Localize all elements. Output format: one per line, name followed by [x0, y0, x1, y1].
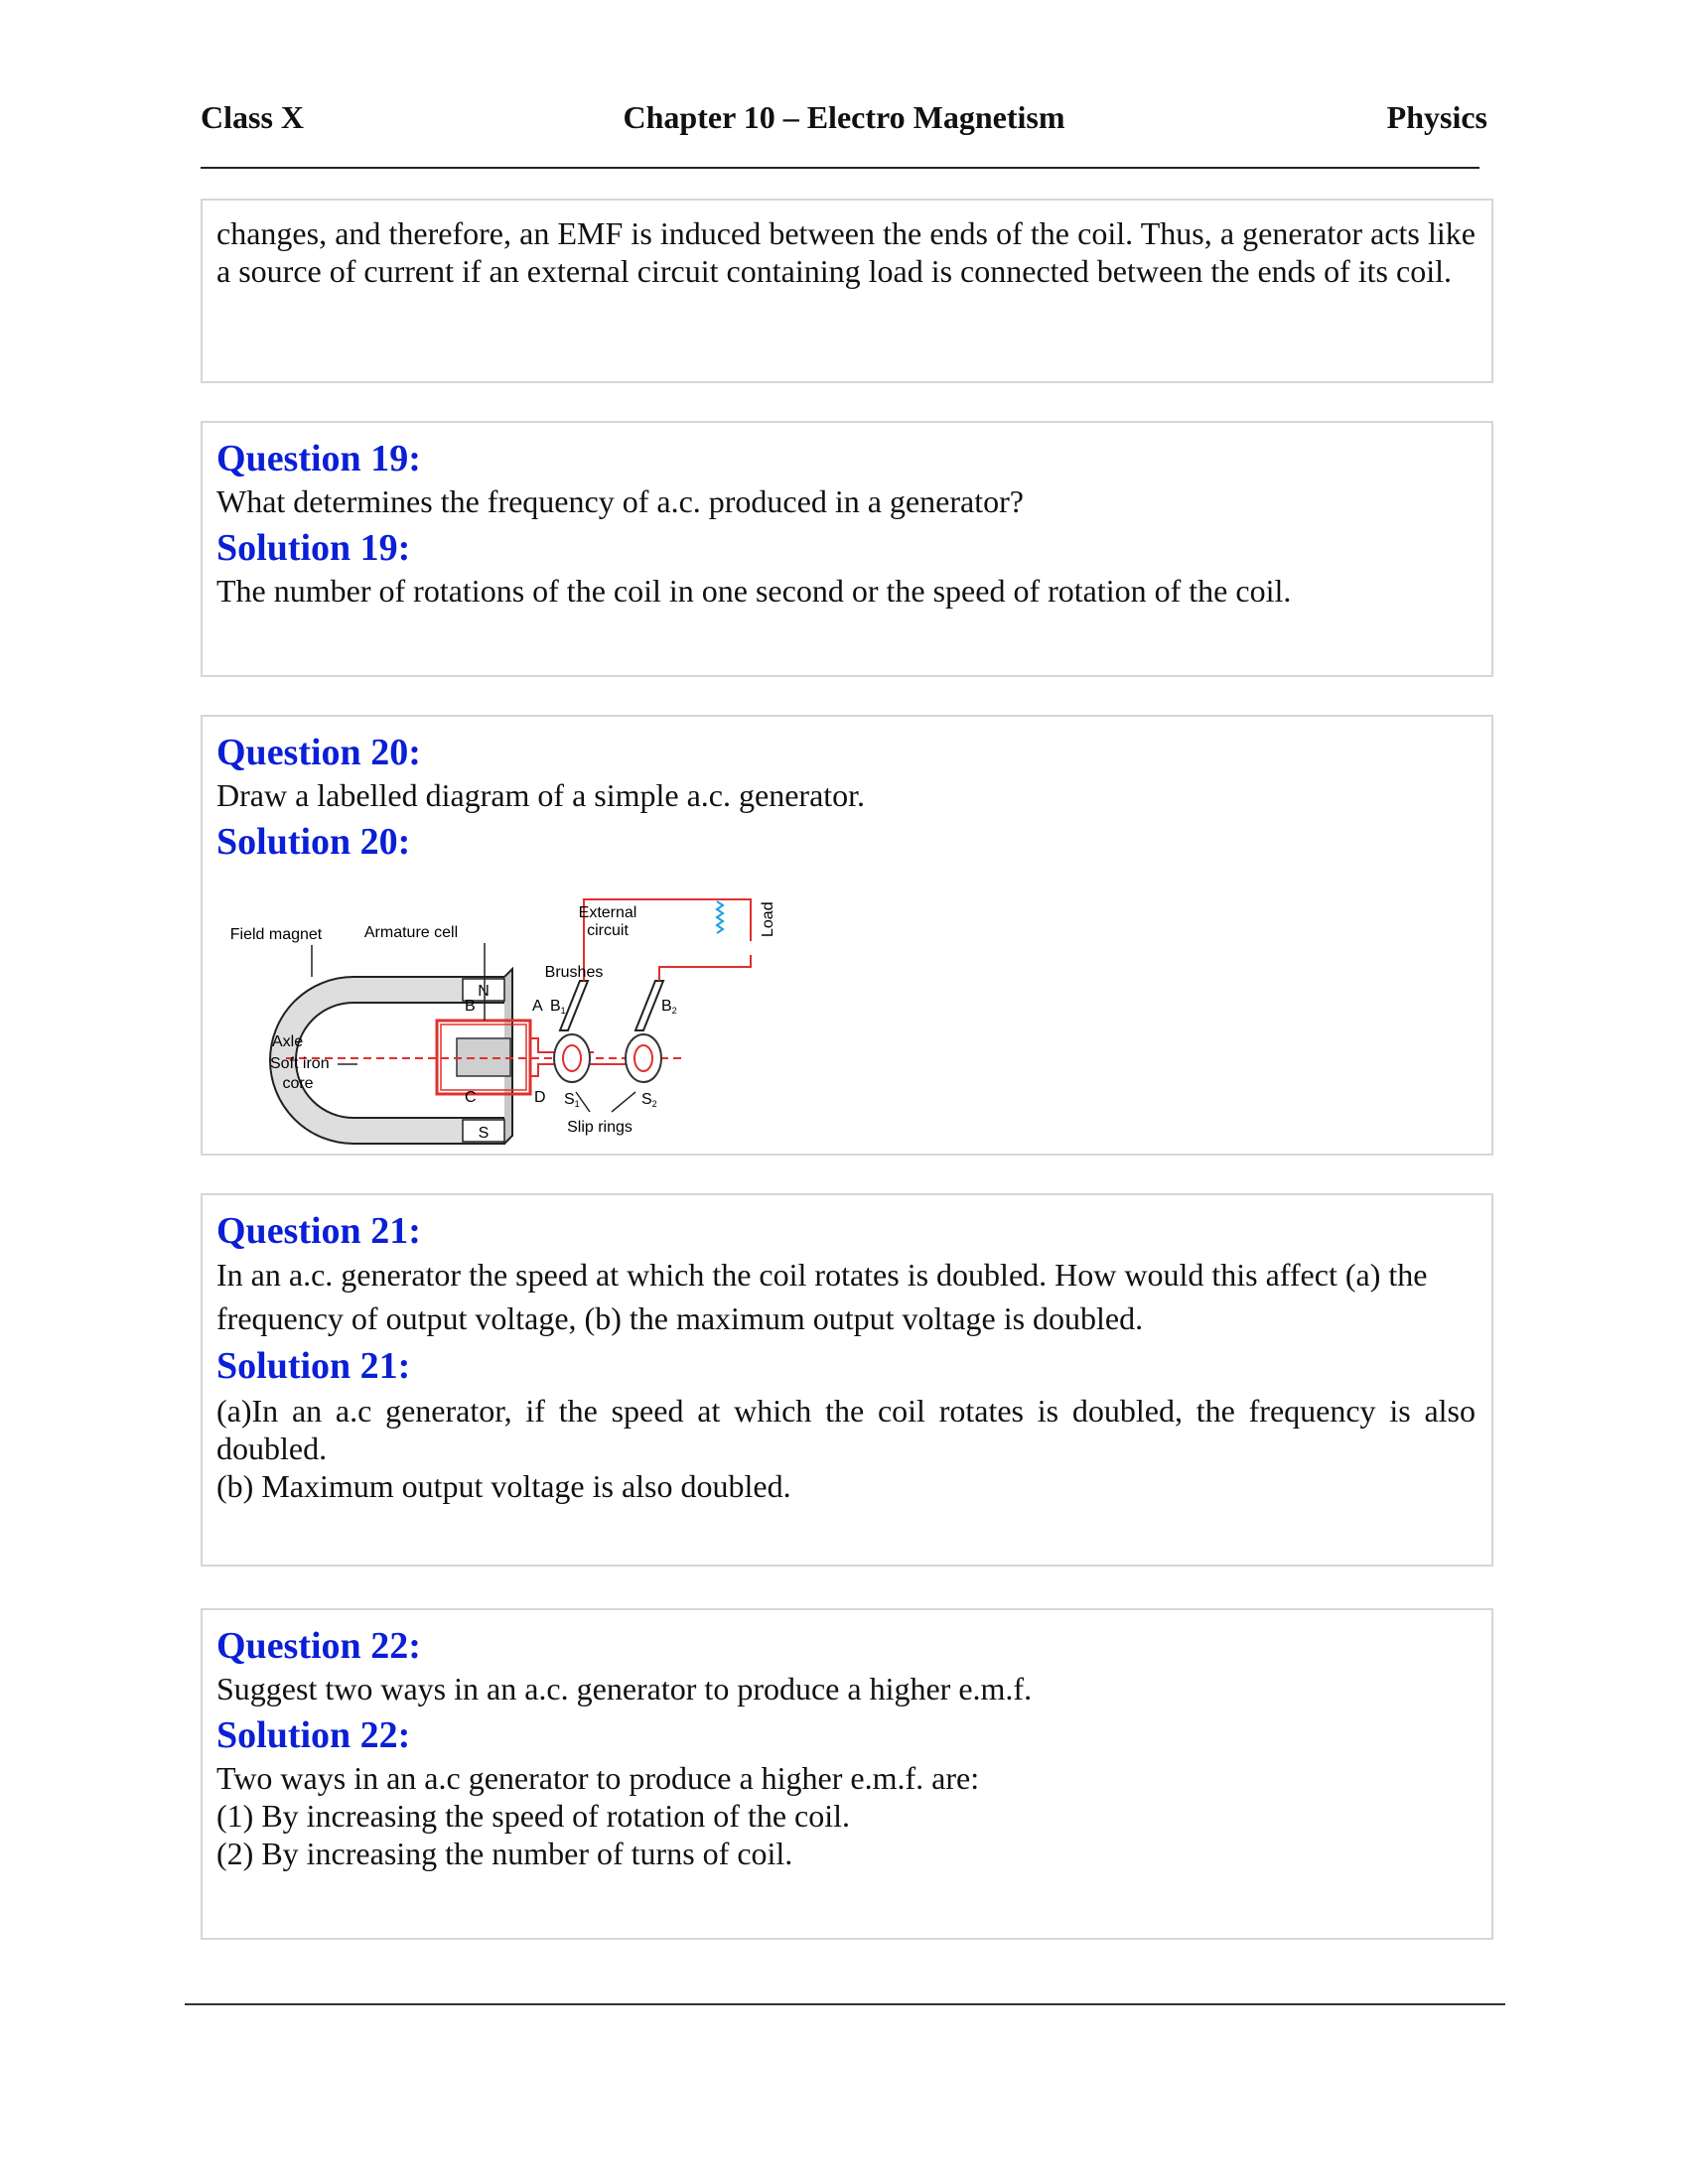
solution-21-part-b: (b) Maximum output voltage is also doubled. — [216, 1468, 791, 1504]
solution-19-text: The number of rotations of the coil in one second or the speed of rotation of the coil. — [216, 573, 1292, 609]
label-brushes: Brushes — [544, 964, 604, 981]
brush-2 — [635, 981, 663, 1030]
label-b2-text: B — [661, 998, 672, 1015]
question-20-label: Question 20: — [216, 732, 421, 773]
header-subject: Physics — [1386, 99, 1487, 135]
label-axle: Axle — [272, 1033, 304, 1050]
label-b1-sub: 1 — [560, 1006, 566, 1016]
label-d: D — [534, 1089, 546, 1106]
question-22-label: Question 22: — [216, 1625, 421, 1667]
solution-22-way-2: (2) By increasing the number of turns of coil. — [216, 1836, 793, 1871]
label-circuit: circuit — [587, 922, 629, 939]
solution-22-label: Solution 22: — [216, 1714, 411, 1756]
label-s2-sub: 2 — [651, 1099, 657, 1109]
label-b1-text: B — [550, 998, 561, 1015]
label-load: Load — [760, 901, 776, 937]
question-19-box — [201, 421, 1493, 677]
label-soft-iron: Soft iron — [270, 1055, 330, 1072]
label-core: core — [282, 1075, 314, 1092]
label-b2-sub: 2 — [671, 1006, 677, 1016]
label-b2 — [661, 998, 677, 1016]
header-class: Class X — [201, 99, 305, 135]
question-19-text: What determines the frequency of a.c. produced in a generator? — [216, 483, 1024, 519]
label-c: C — [465, 1089, 477, 1106]
label-external: External — [578, 904, 637, 921]
ac-generator-diagram — [226, 882, 941, 1150]
label-s1-sub: 1 — [574, 1099, 580, 1109]
label-s2 — [641, 1091, 657, 1109]
intro-box — [201, 199, 1493, 383]
solution-21-part-a: (a)In an a.c generator, if the speed at which the coil rotates is doubled, the frequency is also doubled. — [216, 1393, 1476, 1466]
slip-ring-1 — [554, 1034, 590, 1082]
question-22-box — [201, 1608, 1493, 1940]
footer-divider — [185, 2003, 1505, 2005]
label-b: B — [465, 998, 476, 1015]
solution-19-label: Solution 19: — [216, 527, 411, 569]
label-slip-rings: Slip rings — [567, 1119, 633, 1136]
header-chapter-title: Chapter 10 – Electro Magnetism — [623, 99, 1065, 135]
header-divider — [201, 167, 1479, 169]
label-a: A — [532, 998, 543, 1015]
label-b1 — [550, 998, 566, 1016]
label-s2-text: S — [641, 1091, 652, 1108]
question-22-text: Suggest two ways in an a.c. generator to produce a higher e.m.f. — [216, 1671, 1033, 1706]
solution-21-label: Solution 21: — [216, 1345, 411, 1387]
solution-22-way-1: (1) By increasing the speed of rotation of the coil. — [216, 1798, 851, 1834]
label-s: S — [478, 1125, 490, 1142]
label-field-magnet: Field magnet — [229, 926, 323, 943]
label-s1-text: S — [564, 1091, 575, 1108]
label-armature-cell: Armature cell — [363, 924, 459, 941]
question-21-text: In an a.c. generator the speed at which the coil rotates is doubled. How would this affect (a) the frequency of output voltage, (b) the maximum output voltage is doubled. — [216, 1257, 1428, 1336]
solution-20-label: Solution 20: — [216, 821, 411, 863]
question-21-label: Question 21: — [216, 1210, 421, 1252]
question-21-box — [201, 1193, 1493, 1567]
external-circuit-wire-2 — [659, 955, 751, 981]
label-n: N — [478, 983, 490, 1000]
question-19-label: Question 19: — [216, 438, 421, 479]
question-20-text: Draw a labelled diagram of a simple a.c. generator. — [216, 777, 866, 813]
slip-ring-2 — [626, 1034, 661, 1082]
intro-text: changes, and therefore, an EMF is induced between the ends of the coil. Thus, a generator acts like a source of current if an external circuit containing load is connected between the ends of its coil. — [216, 215, 1476, 289]
pointer-slip-ring-2 — [612, 1092, 635, 1112]
solution-22-intro: Two ways in an a.c generator to produce a higher e.m.f. are: — [216, 1760, 980, 1796]
load-resistor — [717, 901, 723, 933]
question-20-box — [201, 715, 1493, 1156]
